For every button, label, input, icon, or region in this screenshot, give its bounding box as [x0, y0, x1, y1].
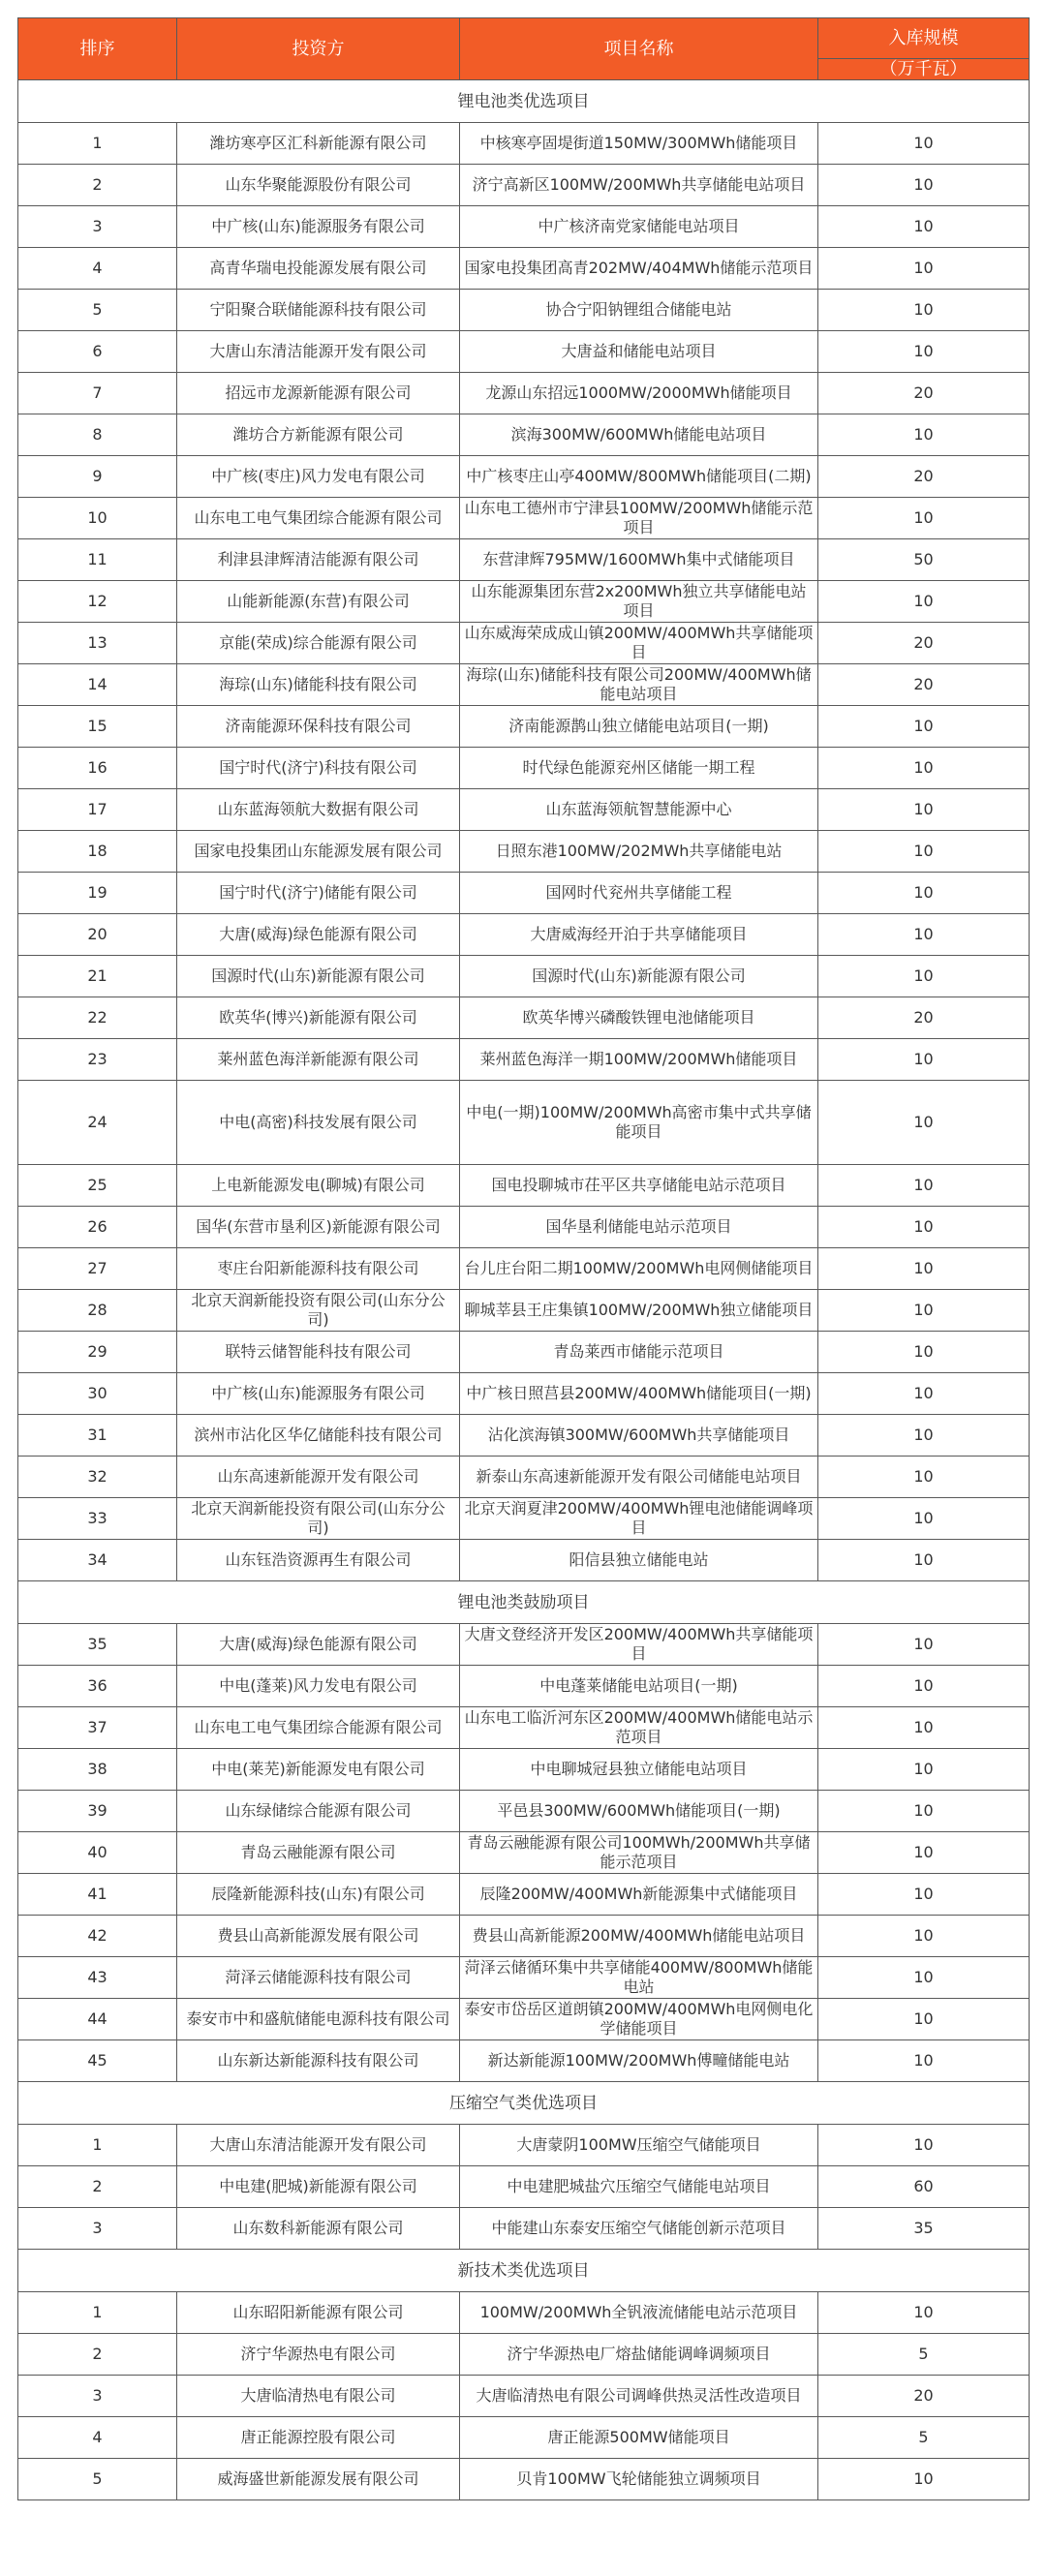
cell-project: 国源时代(山东)新能源有限公司	[460, 956, 818, 997]
cell-investor: 欧英华(博兴)新能源有限公司	[177, 997, 460, 1039]
table-row	[18, 1707, 1030, 1749]
cell-investor: 国源时代(山东)新能源有限公司	[177, 956, 460, 997]
cell-project: 费县山高新能源200MW/400MWh储能电站项目	[460, 1916, 818, 1957]
cell-rank: 6	[18, 331, 177, 373]
cell-project: 山东蓝海领航智慧能源中心	[460, 789, 818, 831]
cell-investor: 中电(莱芜)新能源发电有限公司	[177, 1749, 460, 1791]
cell-scale: 10	[818, 1498, 1030, 1540]
cell-investor: 中广核(枣庄)风力发电有限公司	[177, 456, 460, 498]
cell-project: 中能建山东泰安压缩空气储能创新示范项目	[460, 2208, 818, 2250]
table-container	[17, 17, 1029, 2500]
cell-rank: 20	[18, 914, 177, 956]
table-row	[18, 290, 1030, 331]
cell-scale: 60	[818, 2166, 1030, 2208]
cell-scale: 10	[818, 1666, 1030, 1707]
cell-project: 海琮(山东)储能科技有限公司200MW/400MWh储能电站项目	[460, 664, 818, 706]
cell-rank: 35	[18, 1624, 177, 1666]
table-row	[18, 581, 1030, 623]
table-row	[18, 498, 1030, 539]
cell-rank: 7	[18, 373, 177, 414]
table-row	[18, 706, 1030, 748]
cell-rank: 1	[18, 2125, 177, 2166]
cell-investor: 唐正能源控股有限公司	[177, 2417, 460, 2459]
cell-investor: 大唐山东清洁能源开发有限公司	[177, 331, 460, 373]
cell-rank: 5	[18, 290, 177, 331]
cell-rank: 31	[18, 1415, 177, 1457]
cell-rank: 3	[18, 206, 177, 248]
cell-scale: 10	[818, 1791, 1030, 1832]
cell-investor: 青岛云融能源有限公司	[177, 1832, 460, 1874]
cell-project: 济南能源鹊山独立储能电站项目(一期)	[460, 706, 818, 748]
cell-rank: 45	[18, 2040, 177, 2082]
table-row	[18, 165, 1030, 206]
cell-rank: 26	[18, 1207, 177, 1248]
cell-scale: 20	[818, 664, 1030, 706]
table-row	[18, 2125, 1030, 2166]
section-row	[18, 80, 1030, 123]
cell-rank: 17	[18, 789, 177, 831]
cell-investor: 山东蓝海领航大数据有限公司	[177, 789, 460, 831]
table-row	[18, 1248, 1030, 1290]
table-body	[18, 80, 1030, 2500]
header-scale: 入库规模	[818, 18, 1030, 59]
cell-project: 济宁高新区100MW/200MWh共享储能电站项目	[460, 165, 818, 206]
table-row	[18, 1916, 1030, 1957]
table-row	[18, 1874, 1030, 1916]
cell-scale: 50	[818, 539, 1030, 581]
cell-scale: 10	[818, 789, 1030, 831]
cell-project: 莱州蓝色海洋一期100MW/200MWh储能项目	[460, 1039, 818, 1081]
cell-scale: 10	[818, 1999, 1030, 2040]
cell-scale: 10	[818, 2292, 1030, 2334]
cell-rank: 32	[18, 1457, 177, 1498]
cell-scale: 10	[818, 498, 1030, 539]
cell-rank: 18	[18, 831, 177, 873]
cell-project: 新泰山东高速新能源开发有限公司储能电站项目	[460, 1457, 818, 1498]
cell-rank: 29	[18, 1332, 177, 1373]
table-row	[18, 373, 1030, 414]
cell-investor: 大唐(威海)绿色能源有限公司	[177, 1624, 460, 1666]
table-row	[18, 1791, 1030, 1832]
cell-investor: 山东新达新能源科技有限公司	[177, 2040, 460, 2082]
cell-scale: 35	[818, 2208, 1030, 2250]
cell-rank: 16	[18, 748, 177, 789]
cell-scale: 10	[818, 331, 1030, 373]
cell-rank: 44	[18, 1999, 177, 2040]
cell-project: 山东电工德州市宁津县100MW/200MWh储能示范项目	[460, 498, 818, 539]
cell-investor: 山东钰浩资源再生有限公司	[177, 1540, 460, 1581]
cell-scale: 10	[818, 165, 1030, 206]
cell-rank: 4	[18, 248, 177, 290]
section-title: 锂电池类鼓励项目	[18, 1581, 1030, 1624]
cell-scale: 10	[818, 2125, 1030, 2166]
cell-project: 台儿庄台阳二期100MW/200MWh电网侧储能项目	[460, 1248, 818, 1290]
cell-scale: 10	[818, 956, 1030, 997]
cell-investor: 山东数科新能源有限公司	[177, 2208, 460, 2250]
table-row	[18, 331, 1030, 373]
cell-project: 山东能源集团东营2x200MWh独立共享储能电站项目	[460, 581, 818, 623]
header-investor: 投资方	[177, 18, 460, 80]
cell-investor: 中广核(山东)能源服务有限公司	[177, 1373, 460, 1415]
cell-scale: 10	[818, 831, 1030, 873]
cell-investor: 宁阳聚合联储能源科技有限公司	[177, 290, 460, 331]
cell-investor: 国华(东营市垦利区)新能源有限公司	[177, 1207, 460, 1248]
cell-rank: 12	[18, 581, 177, 623]
cell-scale: 10	[818, 914, 1030, 956]
cell-investor: 山东电工电气集团综合能源有限公司	[177, 1707, 460, 1749]
cell-scale: 10	[818, 1290, 1030, 1332]
table-row	[18, 123, 1030, 165]
cell-scale: 5	[818, 2417, 1030, 2459]
cell-project: 大唐文登经济开发区200MW/400MWh共享储能项目	[460, 1624, 818, 1666]
cell-project: 时代绿色能源兖州区储能一期工程	[460, 748, 818, 789]
cell-project: 唐正能源500MW储能项目	[460, 2417, 818, 2459]
cell-project: 菏泽云储循环集中共享储能400MW/800MWh储能电站	[460, 1957, 818, 1999]
cell-investor: 菏泽云储能源科技有限公司	[177, 1957, 460, 1999]
table-row	[18, 1373, 1030, 1415]
cell-scale: 10	[818, 706, 1030, 748]
cell-rank: 14	[18, 664, 177, 706]
header-rank: 排序	[18, 18, 177, 80]
cell-investor: 山东绿储综合能源有限公司	[177, 1791, 460, 1832]
cell-project: 山东威海荣成成山镇200MW/400MWh共享储能项目	[460, 623, 818, 664]
cell-investor: 山东高速新能源开发有限公司	[177, 1457, 460, 1498]
cell-investor: 滨州市沾化区华亿储能科技有限公司	[177, 1415, 460, 1457]
cell-investor: 威海盛世新能源发展有限公司	[177, 2459, 460, 2500]
cell-scale: 5	[818, 2334, 1030, 2376]
cell-investor: 大唐(威海)绿色能源有限公司	[177, 914, 460, 956]
cell-rank: 28	[18, 1290, 177, 1332]
table-row	[18, 1207, 1030, 1248]
cell-rank: 2	[18, 2334, 177, 2376]
cell-scale: 20	[818, 997, 1030, 1039]
cell-project: 青岛莱西市储能示范项目	[460, 1332, 818, 1373]
cell-rank: 3	[18, 2376, 177, 2417]
table-row	[18, 206, 1030, 248]
cell-project: 大唐益和储能电站项目	[460, 331, 818, 373]
table-header	[18, 18, 1030, 80]
table-row	[18, 1415, 1030, 1457]
cell-rank: 2	[18, 2166, 177, 2208]
table-row	[18, 2376, 1030, 2417]
section-title: 新技术类优选项目	[18, 2250, 1030, 2292]
cell-investor: 上电新能源发电(聊城)有限公司	[177, 1165, 460, 1207]
table-row	[18, 997, 1030, 1039]
table-row	[18, 1957, 1030, 1999]
cell-scale: 20	[818, 2376, 1030, 2417]
cell-rank: 25	[18, 1165, 177, 1207]
cell-investor: 中电(高密)科技发展有限公司	[177, 1081, 460, 1165]
cell-project: 新达新能源100MW/200MWh傅疃储能电站	[460, 2040, 818, 2082]
cell-rank: 13	[18, 623, 177, 664]
cell-scale: 10	[818, 748, 1030, 789]
table-row	[18, 456, 1030, 498]
cell-rank: 9	[18, 456, 177, 498]
table-row	[18, 1624, 1030, 1666]
cell-project: 阳信县独立储能电站	[460, 1540, 818, 1581]
cell-rank: 3	[18, 2208, 177, 2250]
cell-project: 滨海300MW/600MWh储能电站项目	[460, 414, 818, 456]
cell-rank: 33	[18, 1498, 177, 1540]
table-row	[18, 748, 1030, 789]
cell-rank: 5	[18, 2459, 177, 2500]
table-row	[18, 1666, 1030, 1707]
cell-project: 中核寒亭固堤街道150MW/300MWh储能项目	[460, 123, 818, 165]
cell-project: 中电(一期)100MW/200MWh高密市集中式共享储能项目	[460, 1081, 818, 1165]
cell-project: 中广核济南党家储能电站项目	[460, 206, 818, 248]
cell-scale: 10	[818, 1373, 1030, 1415]
cell-scale: 10	[818, 1457, 1030, 1498]
cell-scale: 10	[818, 581, 1030, 623]
cell-rank: 43	[18, 1957, 177, 1999]
table-row	[18, 2417, 1030, 2459]
cell-investor: 莱州蓝色海洋新能源有限公司	[177, 1039, 460, 1081]
table-row	[18, 1832, 1030, 1874]
cell-scale: 10	[818, 290, 1030, 331]
cell-project: 大唐蒙阴100MW压缩空气储能项目	[460, 2125, 818, 2166]
section-row	[18, 2082, 1030, 2125]
table-row	[18, 1457, 1030, 1498]
cell-scale: 20	[818, 373, 1030, 414]
cell-project: 龙源山东招远1000MW/2000MWh储能项目	[460, 373, 818, 414]
cell-project: 大唐威海经开泊于共享储能项目	[460, 914, 818, 956]
cell-scale: 10	[818, 1332, 1030, 1373]
cell-scale: 20	[818, 623, 1030, 664]
cell-investor: 国宁时代(济宁)科技有限公司	[177, 748, 460, 789]
cell-investor: 中电(蓬莱)风力发电有限公司	[177, 1666, 460, 1707]
cell-project: 平邑县300MW/600MWh储能项目(一期)	[460, 1791, 818, 1832]
cell-investor: 枣庄台阳新能源科技有限公司	[177, 1248, 460, 1290]
cell-project: 聊城莘县王庄集镇100MW/200MWh独立储能项目	[460, 1290, 818, 1332]
cell-project: 中电聊城冠县独立储能电站项目	[460, 1749, 818, 1791]
cell-investor: 国宁时代(济宁)储能有限公司	[177, 873, 460, 914]
section-title: 压缩空气类优选项目	[18, 2082, 1030, 2125]
table-row	[18, 1749, 1030, 1791]
header-scale-unit: （万千瓦）	[818, 59, 1030, 80]
table-row	[18, 1039, 1030, 1081]
cell-scale: 10	[818, 1916, 1030, 1957]
table-row	[18, 2166, 1030, 2208]
table-row	[18, 664, 1030, 706]
cell-scale: 10	[818, 2040, 1030, 2082]
cell-scale: 10	[818, 1165, 1030, 1207]
table-row	[18, 1498, 1030, 1540]
table-row	[18, 1999, 1030, 2040]
table-row	[18, 1540, 1030, 1581]
cell-rank: 36	[18, 1666, 177, 1707]
cell-scale: 10	[818, 1540, 1030, 1581]
cell-rank: 38	[18, 1749, 177, 1791]
cell-scale: 20	[818, 456, 1030, 498]
cell-scale: 10	[818, 1749, 1030, 1791]
cell-rank: 40	[18, 1832, 177, 1874]
cell-rank: 22	[18, 997, 177, 1039]
cell-rank: 19	[18, 873, 177, 914]
table-row	[18, 2208, 1030, 2250]
cell-investor: 潍坊寒亭区汇科新能源有限公司	[177, 123, 460, 165]
cell-project: 100MW/200MWh全钒液流储能电站示范项目	[460, 2292, 818, 2334]
cell-project: 国电投聊城市茌平区共享储能电站示范项目	[460, 1165, 818, 1207]
cell-project: 国华垦利储能电站示范项目	[460, 1207, 818, 1248]
cell-investor: 利津县津辉清洁能源有限公司	[177, 539, 460, 581]
cell-investor: 山东电工电气集团综合能源有限公司	[177, 498, 460, 539]
cell-rank: 2	[18, 165, 177, 206]
table-row	[18, 831, 1030, 873]
cell-investor: 海琮(山东)储能科技有限公司	[177, 664, 460, 706]
table-row	[18, 2040, 1030, 2082]
cell-project: 协合宁阳钠锂组合储能电站	[460, 290, 818, 331]
cell-rank: 8	[18, 414, 177, 456]
table-row	[18, 2334, 1030, 2376]
table-row	[18, 873, 1030, 914]
cell-rank: 10	[18, 498, 177, 539]
cell-investor: 山东华聚能源股份有限公司	[177, 165, 460, 206]
cell-investor: 招远市龙源新能源有限公司	[177, 373, 460, 414]
cell-project: 济宁华源热电厂熔盐储能调峰调频项目	[460, 2334, 818, 2376]
cell-project: 中广核枣庄山亭400MW/800MWh储能项目(二期)	[460, 456, 818, 498]
cell-rank: 39	[18, 1791, 177, 1832]
cell-investor: 国家电投集团山东能源发展有限公司	[177, 831, 460, 873]
cell-rank: 30	[18, 1373, 177, 1415]
cell-investor: 辰隆新能源科技(山东)有限公司	[177, 1874, 460, 1916]
cell-project: 贝肯100MW飞轮储能独立调频项目	[460, 2459, 818, 2500]
header-project: 项目名称	[460, 18, 818, 80]
cell-rank: 34	[18, 1540, 177, 1581]
cell-investor: 济南能源环保科技有限公司	[177, 706, 460, 748]
cell-rank: 1	[18, 2292, 177, 2334]
cell-project: 欧英华博兴磷酸铁锂电池储能项目	[460, 997, 818, 1039]
cell-scale: 10	[818, 1039, 1030, 1081]
table-row	[18, 1165, 1030, 1207]
cell-rank: 37	[18, 1707, 177, 1749]
table-row	[18, 1332, 1030, 1373]
cell-scale: 10	[818, 1248, 1030, 1290]
cell-project: 沾化滨海镇300MW/600MWh共享储能项目	[460, 1415, 818, 1457]
cell-investor: 北京天润新能投资有限公司(山东分公司)	[177, 1290, 460, 1332]
cell-scale: 10	[818, 1832, 1030, 1874]
cell-investor: 山东昭阳新能源有限公司	[177, 2292, 460, 2334]
section-title: 锂电池类优选项目	[18, 80, 1030, 123]
cell-rank: 15	[18, 706, 177, 748]
cell-investor: 山能新能源(东营)有限公司	[177, 581, 460, 623]
cell-scale: 10	[818, 1624, 1030, 1666]
cell-rank: 23	[18, 1039, 177, 1081]
cell-investor: 泰安市中和盛航储能电源科技有限公司	[177, 1999, 460, 2040]
cell-rank: 21	[18, 956, 177, 997]
cell-rank: 42	[18, 1916, 177, 1957]
cell-scale: 10	[818, 1415, 1030, 1457]
cell-project: 青岛云融能源有限公司100MWh/200MWh共享储能示范项目	[460, 1832, 818, 1874]
cell-project: 大唐临清热电有限公司调峰供热灵活性改造项目	[460, 2376, 818, 2417]
table-row	[18, 539, 1030, 581]
cell-scale: 10	[818, 873, 1030, 914]
cell-investor: 费县山高新能源发展有限公司	[177, 1916, 460, 1957]
cell-investor: 联特云储智能科技有限公司	[177, 1332, 460, 1373]
table-row	[18, 248, 1030, 290]
cell-rank: 27	[18, 1248, 177, 1290]
cell-scale: 10	[818, 1874, 1030, 1916]
table-row	[18, 789, 1030, 831]
cell-investor: 大唐临清热电有限公司	[177, 2376, 460, 2417]
table-row	[18, 623, 1030, 664]
cell-scale: 10	[818, 1207, 1030, 1248]
cell-rank: 24	[18, 1081, 177, 1165]
cell-project: 山东电工临沂河东区200MW/400MWh储能电站示范项目	[460, 1707, 818, 1749]
cell-project: 国家电投集团高青202MW/404MWh储能示范项目	[460, 248, 818, 290]
cell-scale: 10	[818, 248, 1030, 290]
cell-scale: 10	[818, 206, 1030, 248]
cell-scale: 10	[818, 2459, 1030, 2500]
project-table	[17, 17, 1030, 2500]
cell-scale: 10	[818, 1707, 1030, 1749]
cell-project: 中电建肥城盐穴压缩空气储能电站项目	[460, 2166, 818, 2208]
table-row	[18, 1290, 1030, 1332]
cell-scale: 10	[818, 1957, 1030, 1999]
cell-project: 中电蓬莱储能电站项目(一期)	[460, 1666, 818, 1707]
cell-rank: 1	[18, 123, 177, 165]
table-row	[18, 1081, 1030, 1165]
cell-rank: 41	[18, 1874, 177, 1916]
cell-project: 辰隆200MW/400MWh新能源集中式储能项目	[460, 1874, 818, 1916]
cell-investor: 中电建(肥城)新能源有限公司	[177, 2166, 460, 2208]
table-row	[18, 2292, 1030, 2334]
cell-project: 国网时代兖州共享储能工程	[460, 873, 818, 914]
cell-investor: 大唐山东清洁能源开发有限公司	[177, 2125, 460, 2166]
cell-project: 中广核日照莒县200MW/400MWh储能项目(一期)	[460, 1373, 818, 1415]
cell-project: 日照东港100MW/202MWh共享储能电站	[460, 831, 818, 873]
cell-investor: 京能(荣成)综合能源有限公司	[177, 623, 460, 664]
table-row	[18, 2459, 1030, 2500]
cell-scale: 10	[818, 414, 1030, 456]
cell-investor: 济宁华源热电有限公司	[177, 2334, 460, 2376]
cell-rank: 4	[18, 2417, 177, 2459]
cell-rank: 11	[18, 539, 177, 581]
table-row	[18, 914, 1030, 956]
cell-project: 北京天润夏津200MW/400MWh锂电池储能调峰项目	[460, 1498, 818, 1540]
cell-scale: 10	[818, 1081, 1030, 1165]
cell-investor: 高青华瑞电投能源发展有限公司	[177, 248, 460, 290]
section-row	[18, 2250, 1030, 2292]
table-row	[18, 956, 1030, 997]
cell-project: 东营津辉795MW/1600MWh集中式储能项目	[460, 539, 818, 581]
cell-investor: 中广核(山东)能源服务有限公司	[177, 206, 460, 248]
section-row	[18, 1581, 1030, 1624]
cell-project: 泰安市岱岳区道朗镇200MW/400MWh电网侧电化学储能项目	[460, 1999, 818, 2040]
cell-investor: 潍坊合方新能源有限公司	[177, 414, 460, 456]
cell-scale: 10	[818, 123, 1030, 165]
cell-investor: 北京天润新能投资有限公司(山东分公司)	[177, 1498, 460, 1540]
table-row	[18, 414, 1030, 456]
